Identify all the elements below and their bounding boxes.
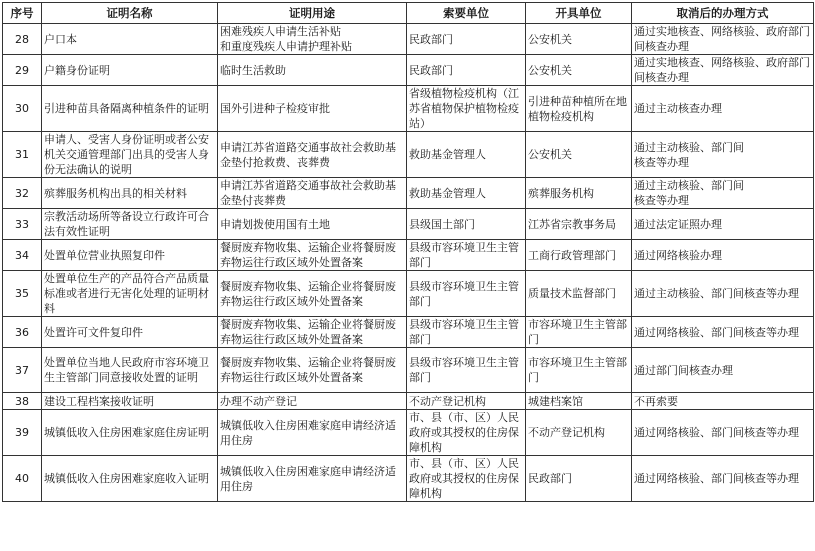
cell-issuing-unit: 公安机关 (526, 132, 632, 178)
cell-issuing-unit: 不动产登记机构 (526, 410, 632, 456)
cell-purpose: 餐厨废弃物收集、运输企业将餐厨废弃物运往行政区域外处置备案 (218, 240, 407, 271)
cell-purpose: 办理不动产登记 (218, 393, 407, 410)
cell-purpose: 餐厨废弃物收集、运输企业将餐厨废弃物运往行政区域外处置备案 (218, 271, 407, 317)
cell-row-index: 30 (3, 86, 42, 132)
table-row (3, 86, 814, 132)
cell-issuing-unit: 公安机关 (526, 24, 632, 55)
cell-row-index: 35 (3, 271, 42, 317)
cell-requesting-unit: 县级国土部门 (407, 209, 526, 240)
cell-handling-method: 通过主动核验、部门间 核查等办理 (632, 132, 814, 178)
cell-certificate-name: 引进种苗具备隔离种植条件的证明 (42, 86, 218, 132)
header-index: 序号 (3, 3, 42, 24)
table-row (3, 178, 814, 209)
document-page (2, 2, 813, 547)
cell-certificate-name: 处置单位当地人民政府市容环境卫生主管部门同意接收处置的证明 (42, 348, 218, 393)
cell-handling-method: 通过部门间核查办理 (632, 348, 814, 393)
cell-requesting-unit: 省级植物检疫机构（江苏省植物保护植物检疫站） (407, 86, 526, 132)
cell-purpose: 餐厨废弃物收集、运输企业将餐厨废弃物运往行政区域外处置备案 (218, 348, 407, 393)
cell-certificate-name: 处置单位生产的产品符合产品质量标准或者进行无害化处理的证明材料 (42, 271, 218, 317)
cell-row-index: 31 (3, 132, 42, 178)
cell-requesting-unit: 县级市容环境卫生主管部门 (407, 240, 526, 271)
header-handling-method: 取消后的办理方式 (632, 3, 814, 24)
table-row (3, 24, 814, 55)
cell-certificate-name: 殡葬服务机构出具的相关材料 (42, 178, 218, 209)
cell-purpose: 申请划拨使用国有土地 (218, 209, 407, 240)
cell-certificate-name: 城镇低收入住房困难家庭住房证明 (42, 410, 218, 456)
cell-row-index: 33 (3, 209, 42, 240)
cell-row-index: 29 (3, 55, 42, 86)
header-issuing-unit: 开具单位 (526, 3, 632, 24)
cell-row-index: 39 (3, 410, 42, 456)
cell-requesting-unit: 民政部门 (407, 55, 526, 86)
cell-issuing-unit: 引进种苗种植所在地植物检疫机构 (526, 86, 632, 132)
cell-purpose: 申请江苏省道路交通事故社会救助基金垫付抢救费、丧葬费 (218, 132, 407, 178)
header-purpose: 证明用途 (218, 3, 407, 24)
cell-purpose: 国外引进种子检疫审批 (218, 86, 407, 132)
cell-certificate-name: 户籍身份证明 (42, 55, 218, 86)
cell-handling-method: 不再索要 (632, 393, 814, 410)
cell-handling-method: 通过主动核查办理 (632, 86, 814, 132)
cell-requesting-unit: 不动产登记机构 (407, 393, 526, 410)
table-row (3, 456, 814, 502)
cell-purpose: 困难残疾人申请生活补贴 和重度残疾人申请护理补贴 (218, 24, 407, 55)
table-row (3, 317, 814, 348)
table-row (3, 209, 814, 240)
cell-requesting-unit: 市、县（市、区）人民政府或其授权的住房保障机构 (407, 410, 526, 456)
cell-row-index: 32 (3, 178, 42, 209)
cell-issuing-unit: 江苏省宗教事务局 (526, 209, 632, 240)
cell-handling-method: 通过网络核验办理 (632, 240, 814, 271)
certificate-table (2, 2, 814, 502)
table-row (3, 410, 814, 456)
table-row (3, 240, 814, 271)
cell-certificate-name: 申请人、受害人身份证明或者公安机关交通管理部门出具的受害人身份无法确认的说明 (42, 132, 218, 178)
cell-requesting-unit: 救助基金管理人 (407, 132, 526, 178)
cell-requesting-unit: 县级市容环境卫生主管部门 (407, 317, 526, 348)
cell-certificate-name: 处置许可文件复印件 (42, 317, 218, 348)
cell-handling-method: 通过网络核验、部门间核查等办理 (632, 410, 814, 456)
cell-row-index: 38 (3, 393, 42, 410)
cell-issuing-unit: 殡葬服务机构 (526, 178, 632, 209)
table-row (3, 271, 814, 317)
cell-purpose: 城镇低收入住房困难家庭申请经济适用住房 (218, 410, 407, 456)
cell-requesting-unit: 民政部门 (407, 24, 526, 55)
cell-row-index: 36 (3, 317, 42, 348)
cell-purpose: 城镇低收入住房困难家庭申请经济适用住房 (218, 456, 407, 502)
table-row (3, 55, 814, 86)
header-requesting-unit: 索要单位 (407, 3, 526, 24)
cell-row-index: 28 (3, 24, 42, 55)
cell-row-index: 37 (3, 348, 42, 393)
cell-issuing-unit: 工商行政管理部门 (526, 240, 632, 271)
cell-certificate-name: 户口本 (42, 24, 218, 55)
cell-requesting-unit: 救助基金管理人 (407, 178, 526, 209)
cell-issuing-unit: 民政部门 (526, 456, 632, 502)
cell-requesting-unit: 县级市容环境卫生主管部门 (407, 348, 526, 393)
cell-handling-method: 通过主动核验、部门间 核查等办理 (632, 178, 814, 209)
cell-requesting-unit: 县级市容环境卫生主管部门 (407, 271, 526, 317)
cell-certificate-name: 建设工程档案接收证明 (42, 393, 218, 410)
cell-row-index: 40 (3, 456, 42, 502)
header-certificate-name: 证明名称 (42, 3, 218, 24)
cell-purpose: 临时生活救助 (218, 55, 407, 86)
cell-issuing-unit: 城建档案馆 (526, 393, 632, 410)
cell-issuing-unit: 公安机关 (526, 55, 632, 86)
cell-purpose: 餐厨废弃物收集、运输企业将餐厨废弃物运往行政区域外处置备案 (218, 317, 407, 348)
cell-handling-method: 通过网络核验、部门间核查等办理 (632, 317, 814, 348)
cell-handling-method: 通过法定证照办理 (632, 209, 814, 240)
cell-handling-method: 通过主动核验、部门间核查等办理 (632, 271, 814, 317)
cell-handling-method: 通过实地核查、网络核验、政府部门间核查办理 (632, 24, 814, 55)
cell-certificate-name: 城镇低收入住房困难家庭收入证明 (42, 456, 218, 502)
cell-purpose: 申请江苏省道路交通事故社会救助基金垫付丧葬费 (218, 178, 407, 209)
cell-handling-method: 通过网络核验、部门间核查等办理 (632, 456, 814, 502)
cell-handling-method: 通过实地核查、网络核验、政府部门间核查办理 (632, 55, 814, 86)
cell-row-index: 34 (3, 240, 42, 271)
cell-issuing-unit: 市容环境卫生主管部门 (526, 348, 632, 393)
table-row (3, 348, 814, 393)
cell-certificate-name: 宗教活动场所等备设立行政许可合法有效性证明 (42, 209, 218, 240)
cell-issuing-unit: 质量技术监督部门 (526, 271, 632, 317)
cell-certificate-name: 处置单位营业执照复印件 (42, 240, 218, 271)
table-row (3, 393, 814, 410)
cell-requesting-unit: 市、县（市、区）人民政府或其授权的住房保障机构 (407, 456, 526, 502)
table-header-row (3, 3, 814, 24)
table-row (3, 132, 814, 178)
cell-issuing-unit: 市容环境卫生主管部门 (526, 317, 632, 348)
